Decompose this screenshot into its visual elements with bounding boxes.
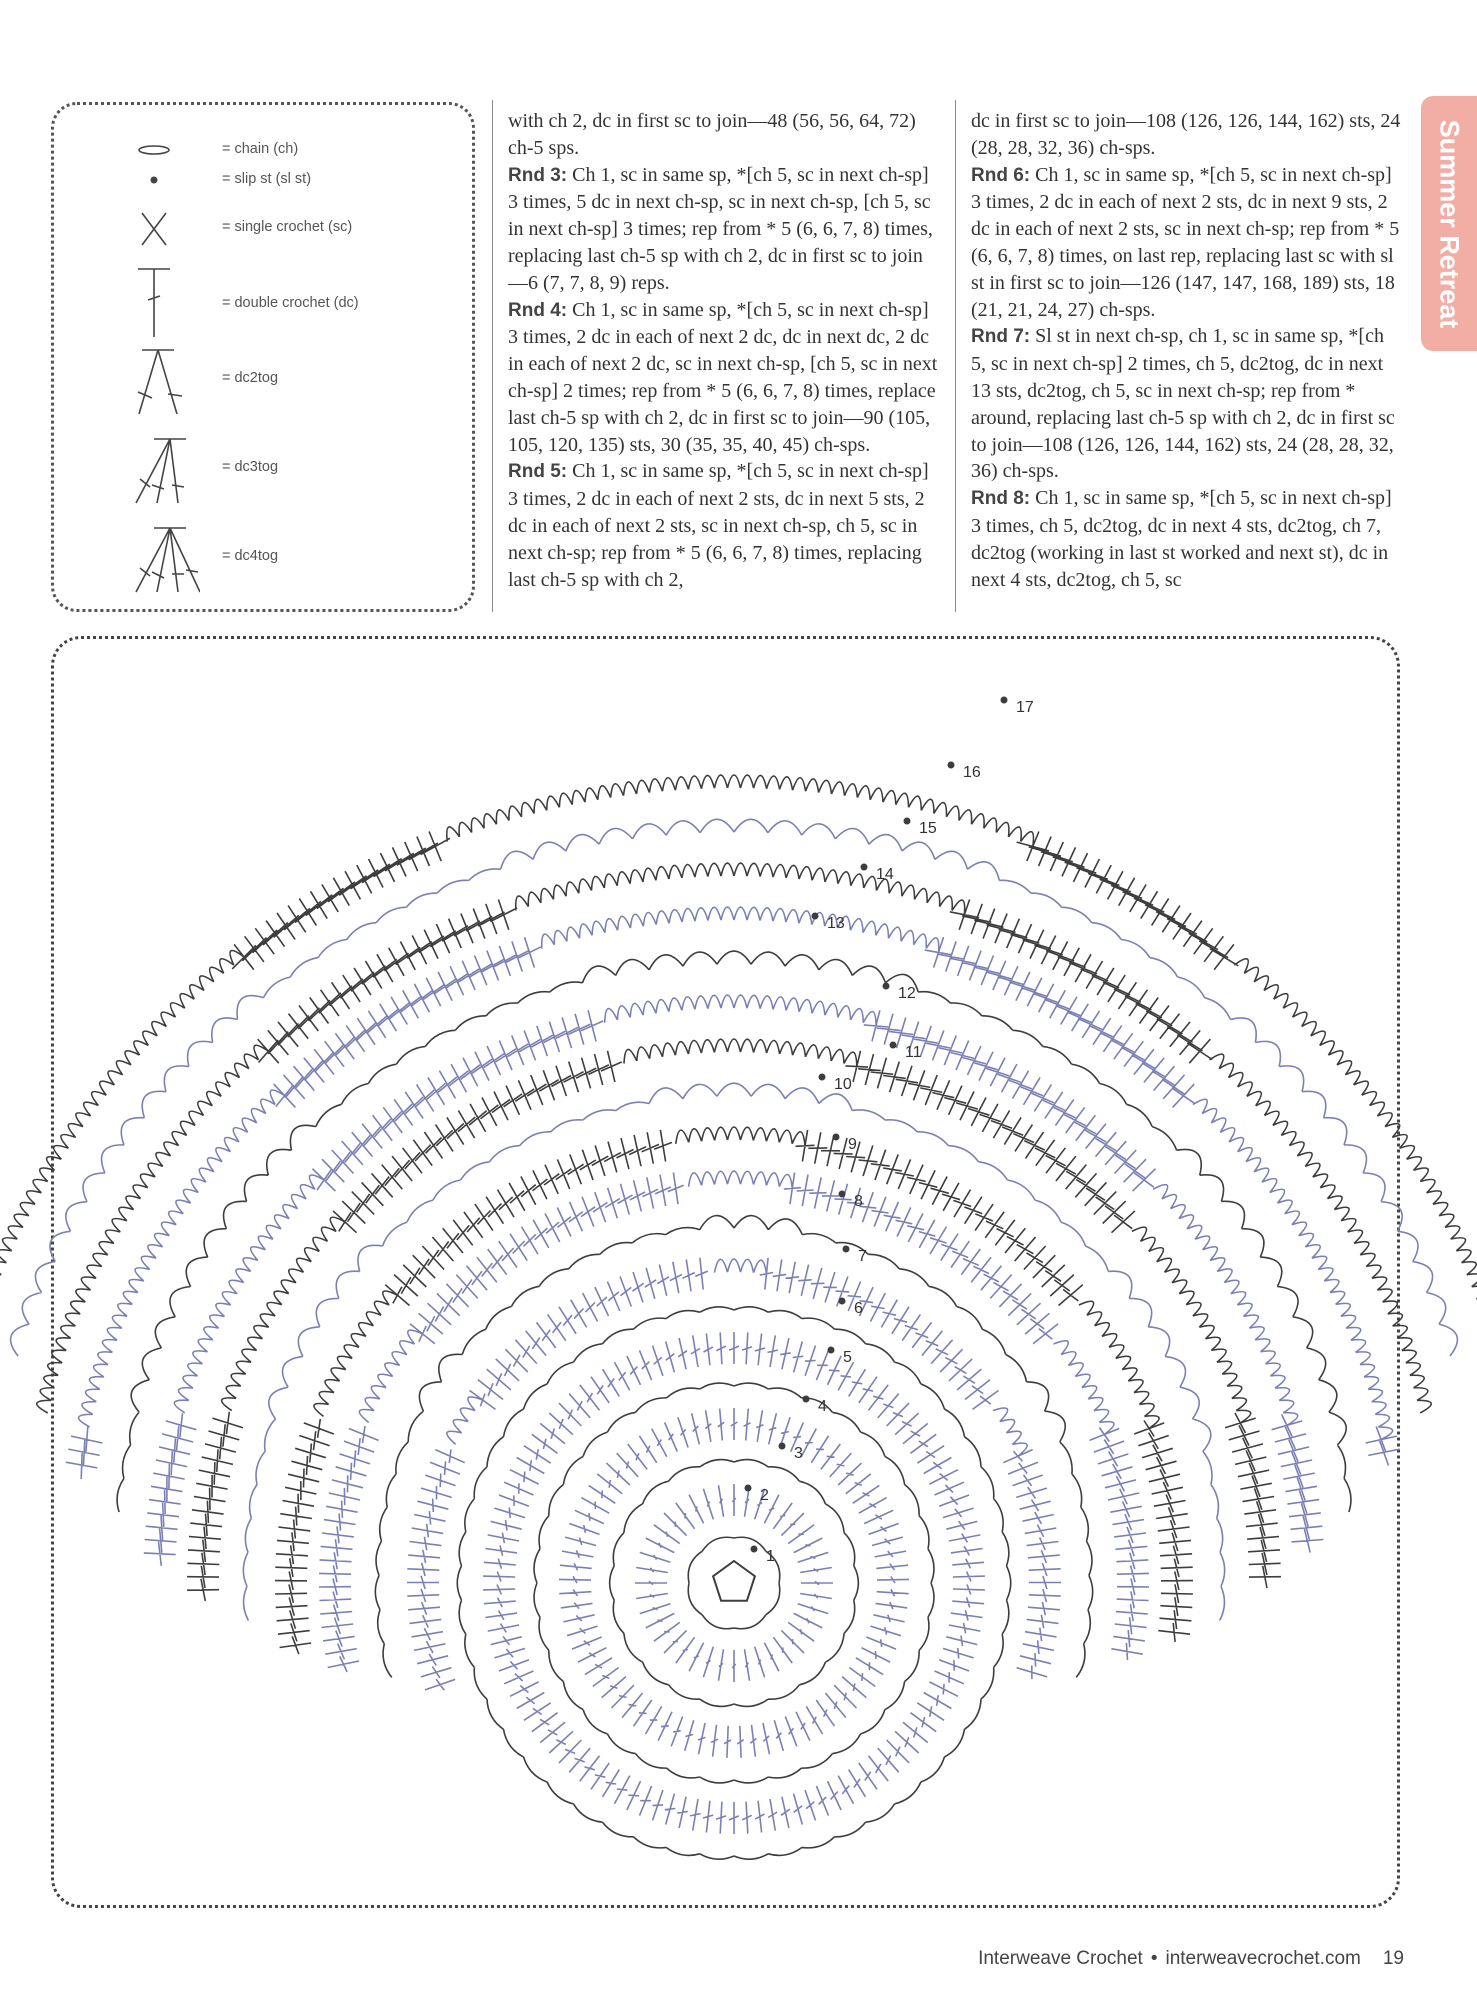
instruction-text: Ch 1, sc in same sp, *[ch 5, sc in next ch-sp] 3 times, 2 dc in each of next 2 sts, dc in next 9 sts, 2 dc in each of next 2 sts, sc in next ch-sp; rep from * 5 (6, 6, 7, 8) times, on last rep, replacing last sc with sl st in first sc to join—126 (147, 147, 168, 189) sts, 18 (21, 21, 24, 27) ch-sps. <box>971 163 1400 321</box>
round-number-label: 1 <box>766 1548 775 1565</box>
legend-label: = dc2tog <box>222 370 279 386</box>
round-label: Rnd 7: <box>971 326 1031 348</box>
round-start-dot <box>904 818 911 825</box>
legend-label: = single crochet (sc) <box>222 219 353 235</box>
round-number-label: 17 <box>1016 699 1034 716</box>
round-start-dot <box>828 1347 835 1354</box>
website-link: interweavecrochet.com <box>1165 1948 1361 1969</box>
round-start-dot <box>890 1042 897 1049</box>
round-label: Rnd 8: <box>971 488 1031 510</box>
instruction-text: Ch 1, sc in same sp, *[ch 5, sc in next ch-sp] 3 times, ch 5, dc2tog, dc in next 4 sts, dc2tog, ch 7, dc2tog (working in last st worked and next st), dc in next 4 sts, dc2tog, ch 5, sc <box>971 487 1392 591</box>
page-footer <box>978 1948 1404 1970</box>
stitch-round <box>37 863 1432 1413</box>
round-number-label: 8 <box>854 1193 863 1210</box>
stitch-round <box>457 1307 1011 1859</box>
round-number-label: 3 <box>794 1445 803 1462</box>
round-start-dot <box>839 1298 846 1305</box>
round-start-dot <box>843 1246 850 1253</box>
magazine-name: Interweave Crochet <box>978 1948 1143 1969</box>
legend-label: = chain (ch) <box>222 141 299 157</box>
round-start-dot <box>745 1485 752 1492</box>
round-label: Rnd 3: <box>508 164 568 186</box>
round-start-dot <box>819 1074 826 1081</box>
round-label: Rnd 5: <box>508 461 568 483</box>
stitch-round <box>187 1039 1281 1601</box>
round-number-label: 11 <box>905 1044 922 1061</box>
round-number-label: 4 <box>818 1398 827 1415</box>
round-number-label: 9 <box>848 1136 857 1153</box>
stitch-round <box>11 819 1458 1356</box>
round-start-dot <box>751 1546 758 1553</box>
stitch-round <box>483 1332 985 1834</box>
stitch-round <box>559 1408 909 1758</box>
round-label: Rnd 4: <box>508 299 568 321</box>
round-start-dot <box>803 1396 810 1403</box>
round-start-dot <box>812 913 819 920</box>
round-number-label: 12 <box>898 985 916 1002</box>
center-ring <box>713 1561 755 1601</box>
legend-label: = dc3tog <box>222 459 279 475</box>
instruction-text: Ch 1, sc in same sp, *[ch 5, sc in next ch-sp] 3 times, 2 dc in each of next 2 dc, dc in next dc, 2 dc in each of next 2 dc, sc in next ch-sp, [ch 5, sc in next ch-sp] 2 times; rep from * 5 (6, 6, 7, 8) times, replace last ch-5 sp with ch 2, dc in first sc to join—90 (105, 105, 120, 135) sts, 30 (35, 35, 40, 45) ch-sps. <box>508 298 938 456</box>
round-number-label: 13 <box>827 915 845 932</box>
round-start-dot <box>839 1191 846 1198</box>
instruction-text: Sl st in next ch-sp, ch 1, sc in same sp, *[ch 5, sc in next ch-sp] 2 times, ch 5, dc2tog, dc in next 13 sts, dc2tog, ch 5, sc in next ch-sp; rep from * around, replacing last ch-5 sp with ch 2, dc in first sc to join—108 (126, 126, 144, 162) sts, 24 (28, 28, 32, 36) ch-sps. <box>971 325 1395 483</box>
round-number-label: 6 <box>854 1300 863 1317</box>
round-number-label: 2 <box>760 1487 769 1504</box>
stitch-round <box>635 1484 833 1682</box>
round-label: Rnd 6: <box>971 164 1031 186</box>
round-number-label: 15 <box>919 820 937 837</box>
round-start-dot <box>1001 697 1008 704</box>
stitch-round <box>275 1127 1193 1654</box>
footer-separator: • <box>1150 1948 1158 1969</box>
instruction-text: with ch 2, dc in first sc to join—48 (56, 56, 64, 72) ch-5 sps. <box>508 110 916 159</box>
round-number-label: 5 <box>843 1349 852 1366</box>
instruction-text: dc in first sc to join—108 (126, 126, 144, 162) sts, 24 (28, 28, 32, 36) ch-sps. <box>971 110 1401 159</box>
round-number-label: 16 <box>963 764 981 781</box>
round-start-dot <box>861 864 868 871</box>
round-start-dot <box>883 983 890 990</box>
round-number-label: 7 <box>858 1248 867 1265</box>
instruction-text: Ch 1, sc in same sp, *[ch 5, sc in next ch-sp] 3 times, 2 dc in each of next 2 sts, dc in next 5 sts, 2 dc in each of next 2 sts, sc in next ch-sp, ch 5, sc in next ch-sp; rep from * 5 (6, 6, 7, 8) times, replacing last ch-5 sp with ch 2, <box>508 460 929 591</box>
round-start-dot <box>779 1443 786 1450</box>
round-start-dot <box>833 1134 840 1141</box>
legend-label: = double crochet (dc) <box>222 295 359 311</box>
section-tab-label: Summer Retreat <box>1434 119 1465 328</box>
round-number-label: 14 <box>876 866 894 883</box>
stitch-round <box>407 1258 1061 1690</box>
page-number: 19 <box>1382 1948 1404 1969</box>
legend-label: = slip st (sl st) <box>222 171 312 187</box>
legend-label: = dc4tog <box>222 548 279 564</box>
instruction-text: Ch 1, sc in same sp, *[ch 5, sc in next ch-sp] 3 times, 5 dc in next ch-sp, sc in next ch-sp, [ch 5, sc in next ch-sp] 3 times; rep from * 5 (6, 6, 7, 8) times, replacing last ch-5 sp with ch 2, dc in first sc to join—6 (7, 7, 8, 9) reps. <box>508 163 933 294</box>
round-number-label: 10 <box>834 1076 852 1093</box>
stitch-round <box>534 1383 934 1783</box>
stitch-round <box>144 995 1324 1566</box>
round-start-dot <box>948 762 955 769</box>
